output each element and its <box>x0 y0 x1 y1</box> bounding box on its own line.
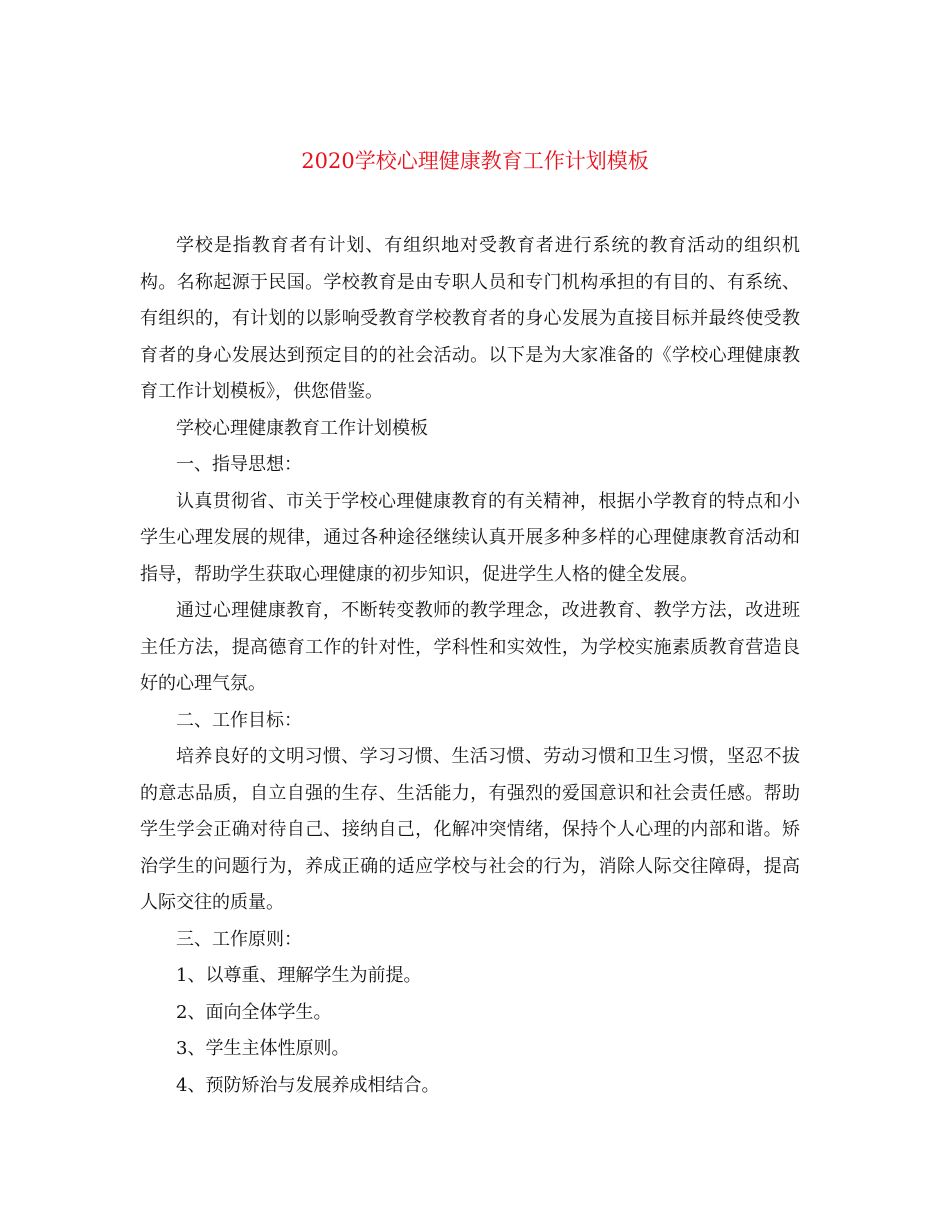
section-heading-guiding-ideology: 一、指导思想： <box>176 454 302 475</box>
section-heading-work-goals: 二、工作目标： <box>176 709 302 731</box>
principle-item-3: 3、学生主体性原则。 <box>176 1038 350 1059</box>
guiding-ideology-paragraph-1: 认真贯彻省、市关于学校心理健康教育的有关精神，根据小学教育的特点和小学生心理发展的规律，通过各种途径继续认真开展多种多样的心理健康教育活动和指导，帮助学生获取心理健康的初步知识，促进学生人格的健全发展。 <box>140 490 800 585</box>
work-goals-paragraph: 培养良好的文明习惯、学习习惯、生活习惯、劳动习惯和卫生习惯，坚忍不拔的意志品质，自立自强的生存、生活能力，有强烈的爱国意识和社会责任感。帮助学生学会正确对待自己、接纳自己，化解冲突情绪，保持个人心理的内部和谐。矫治学生的问题行为，养成正确的适应学校与社会的行为，消除人际交往障碍，提高人际交往的质量。 <box>140 746 800 913</box>
principle-item-2: 2、面向全体学生。 <box>176 1001 332 1023</box>
principle-item-1: 1、以尊重、理解学生为前提。 <box>176 965 422 986</box>
subtitle-paragraph: 学校心理健康教育工作计划模板 <box>176 417 428 439</box>
document-body <box>140 228 800 1104</box>
section-heading-work-principles: 三、工作原则： <box>176 928 302 950</box>
principle-item-4: 4、预防矫治与发展养成相结合。 <box>176 1074 440 1096</box>
guiding-ideology-paragraph-2: 通过心理健康教育，不断转变教师的教学理念，改进教育、教学方法，改进班主任方法，提高德育工作的针对性，学科性和实效性，为学校实施素质教育营造良好的心理气氛。 <box>140 600 800 694</box>
page-title: 2020学校心理健康教育工作计划模板 <box>301 149 649 173</box>
intro-paragraph: 学校是指教育者有计划、有组织地对受教育者进行系统的教育活动的组织机构。名称起源于民国。学校教育是由专职人员和专门机构承担的有目的、有系统、有组织的，有计划的以影响受教育学校教育者的身心发展为直接目标并最终使受教育者的身心发展达到预定目的的社会活动。以下是为大家准备的《学校心理健康教育工作计划模板》，供您借鉴。 <box>140 235 800 402</box>
